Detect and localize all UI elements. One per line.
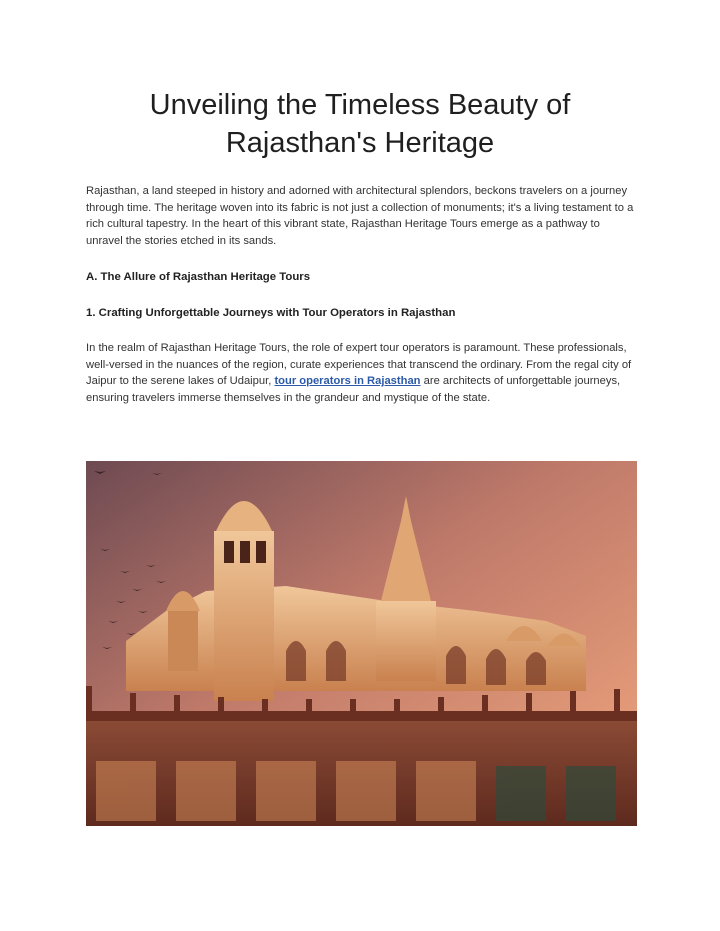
intro-paragraph: Rajasthan, a land steeped in history and adorned with architectural splendors, beckons travelers on a journey through time. The heritage woven into its fabric is not just a collection of monuments; it's a living testament to a rich cultural tapestry. In the heart of this vibrant state, Rajasthan Heritage Tours emerge as a pathway to unravel the stories etched in its sands.: [86, 185, 634, 247]
body-paragraph: [86, 340, 638, 406]
palace-photo: [86, 461, 637, 826]
body-text-before-link: In the realm of Rajasthan Heritage Tours, the role of expert tour operators is paramount. These professionals, well-versed in the nuances of the region, curate experiences that transcend the ordinary. From the regal city of Jaipur to the serene lakes of Udaipur,: [86, 342, 632, 388]
tour-operators-link[interactable]: tour operators in Rajasthan: [274, 375, 421, 388]
subsection-heading: 1. Crafting Unforgettable Journeys with Tour Operators in Rajasthan: [86, 307, 456, 319]
section-heading: A. The Allure of Rajasthan Heritage Tours: [86, 271, 311, 283]
page-title: [60, 86, 660, 162]
body-text-after-link: are architects of unforgettable journeys, ensuring travelers immerse themselves in the grandeur and mystique of the state.: [86, 375, 621, 404]
title-line-1: Unveiling the Timeless Beauty of: [149, 89, 571, 121]
title-line-2: Rajasthan's Heritage: [225, 127, 495, 159]
